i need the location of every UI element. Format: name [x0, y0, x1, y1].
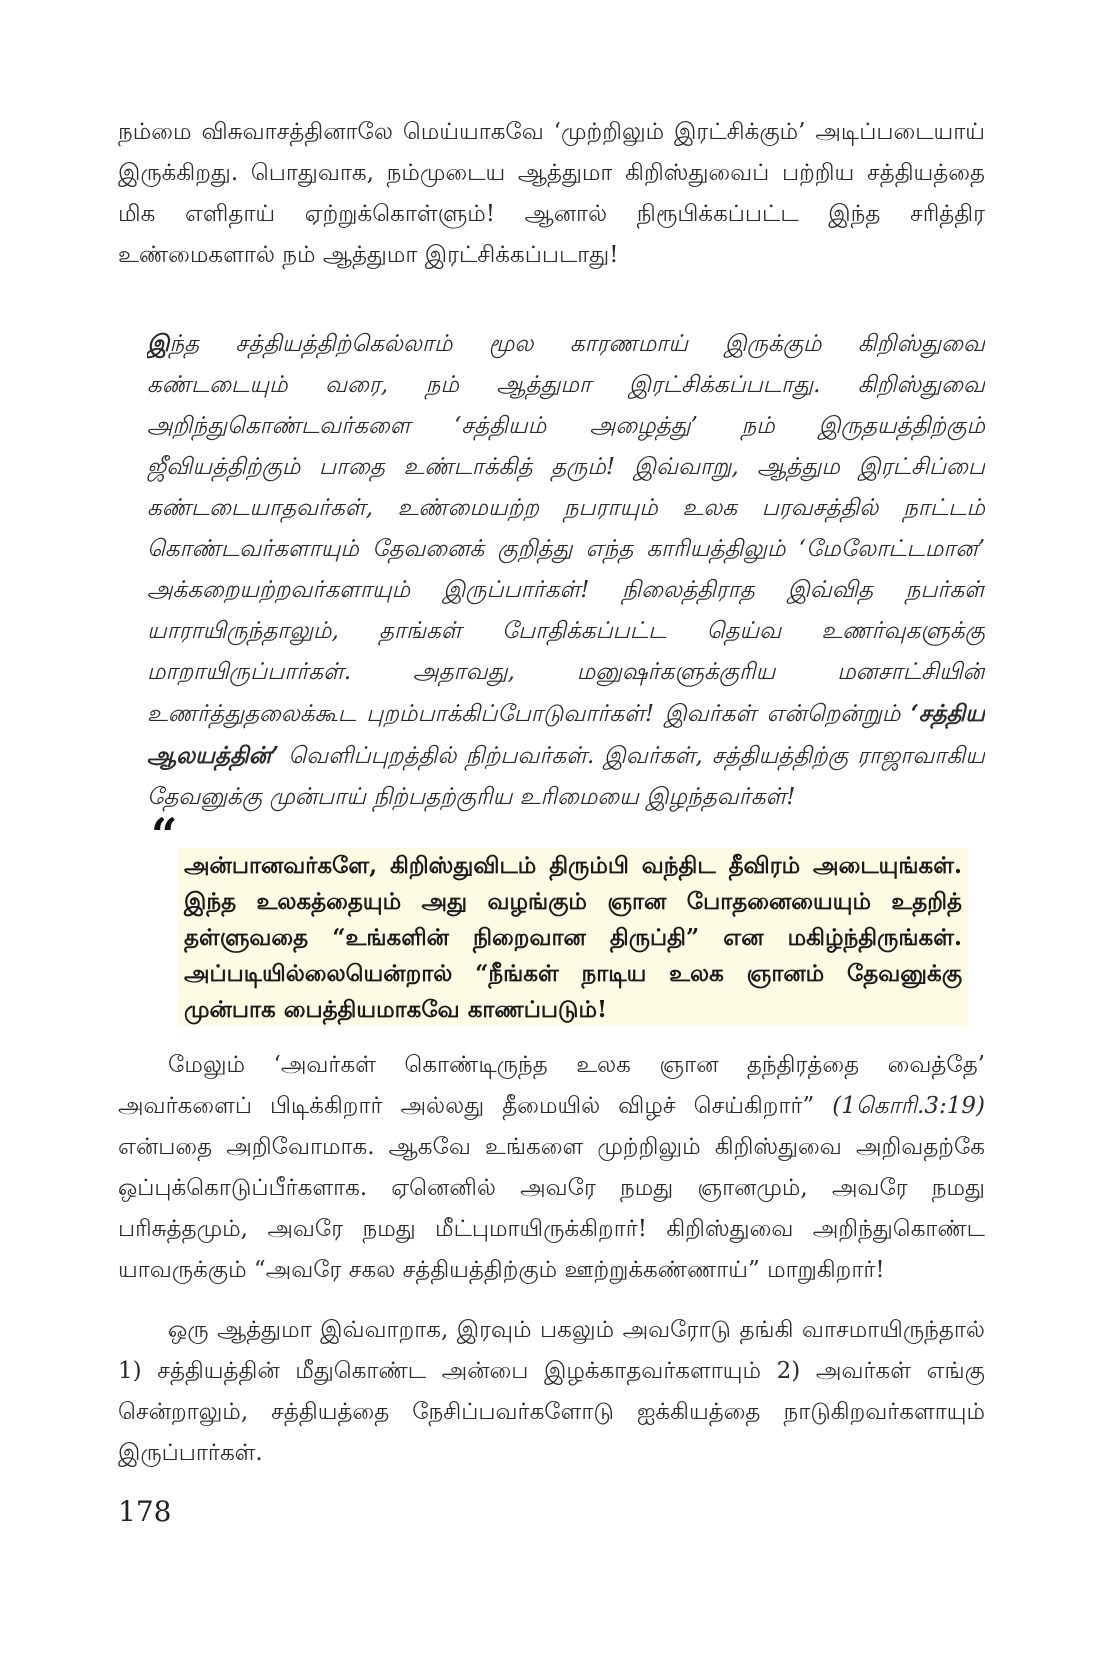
- list-number-2: 2): [776, 1358, 801, 1384]
- paragraph-4-text-a: ஒரு ஆத்துமா இவ்வாறாக, இரவும் பகலும் அவரோடு தங்கி வாசமாயிருந்தால்: [168, 1317, 985, 1343]
- page-number: 178: [118, 1495, 172, 1528]
- italic-paragraph-text-a: ந்த சத்தியத்திற்கெல்லாம் மூல காரணமாய் இருக்கும் கிறிஸ்துவை கண்டடையும் வரை, நம் ஆத்துமா இரட்சிக்கப்படாது. கிறிஸ்துவை அறிந்துகொண்டவர்களை ‘சத்தியம் அழைத்து’ நம் இருதயத்திற்கும் ஜீவியத்திற்கும் பாதை உண்டாக்கித் தரும்! இவ்வாறு, ஆத்தும இரட்சிப்பை கண்டடையாதவர்கள், உண்மையற்ற நபராயும் உலக பரவசத்தில் நாட்டம் கொண்டவர்களாயும் தேவனைக் குறித்து எந்த காரியத்திலும் ‘மேலோட்டமான’ அக்கறையற்றவர்களாயும் இருப்பார்கள்! நிலைத்திராத இவ்வித நபர்கள் யாராயிருந்தாலும், தாங்கள் போதிக்கப்பட்ட தெய்வ உணர்வுகளுக்கு மாறாயிருப்பார்கள். அதாவது, மனுஷர்களுக்குரிய மனசாட்சியின் உணர்த்துதலைக்கூட புறம்பாக்கிப்போடுவார்கள்! இவர்கள் என்றென்றும்: [147, 331, 985, 727]
- drop-letter: இ: [147, 330, 170, 357]
- quote-mark-icon: “: [151, 808, 178, 862]
- paragraph-4-text-b: சத்தியத்தின் மீதுகொண்ட அன்பை இழக்காதவர்களாயும்: [141, 1358, 777, 1384]
- italic-paragraph: [147, 323, 985, 853]
- scripture-reference: (1கொரி.3:19): [832, 1093, 985, 1119]
- temple-phrase: ‘சத்திய ஆலயத்தின்’: [147, 700, 985, 769]
- callout-text: அன்பானவர்களே, கிறிஸ்துவிடம் திரும்பி வந்திட தீவிரம் அடையுங்கள். இந்த உலகத்தையும் அது வழங்கும் ஞான போதனையையும் உதறித் தள்ளுவதை “உங்களின் நிறைவான திருப்தி” என மகிழ்ந்திருங்கள். அப்படியில்லையென்றால் “நீங்கள் நாடிய உலக ஞானம் தேவனுக்கு முன்பாக பைத்தியமாகவே காணப்படும்!: [184, 852, 962, 1023]
- highlighted-callout: [178, 848, 968, 1026]
- italic-paragraph-text-b: வெளிப்புறத்தில் நிற்பவர்கள். இவர்கள், சத்தியத்திற்கு ராஜாவாகிய தேவனுக்கு முன்பாய் நிற்பதற்குரிய உரிமையை இழந்தவர்கள்!: [147, 743, 985, 810]
- body-paragraph-3: [118, 1045, 985, 1295]
- paragraph-3-text-b: என்பதை அறிவோமாக. ஆகவே உங்களை முற்றிலும் கிறிஸ்துவை அறிவதற்கே ஒப்புக்கொடுப்பீர்களாக. ஏனெனில் அவரே நமது ஞானமும், அவரே நமது பரிசுத்தமும், அவரே நமது மீட்புமாயிருக்கிறார்! கிறிஸ்துவை அறிந்துகொண்ட யாவருக்கும் “அவரே சகல சத்தியத்திற்கும் ஊற்றுக்கண்ணாய்” மாறுகிறார்!: [118, 1134, 985, 1283]
- body-paragraph-4: [118, 1310, 985, 1480]
- list-number-1: 1): [118, 1358, 142, 1384]
- paragraph-4-text-c: அவர்கள் எங்கு சென்றாலும், சத்தியத்தை நேசிப்பவர்களோடு ஐக்கியத்தை நாடுகிறவர்களாயும் இருப்பார்கள்.: [118, 1358, 985, 1466]
- opening-paragraph: நம்மை விசுவாசத்தினாலே மெய்யாகவே ‘முற்றிலும் இரட்சிக்கும்’ அடிப்படையாய் இருக்கிறது. பொதுவாக, நம்முடைய ஆத்துமா கிறிஸ்துவைப் பற்றிய சத்தியத்தை மிக எளிதாய் ஏற்றுக்கொள்ளும்! ஆனால் நிரூபிக்கப்பட்ட இந்த சரித்திர உண்மைகளால் நம் ஆத்துமா இரட்சிக்கப்படாது!: [118, 119, 985, 268]
- paragraph-3-text-a: மேலும் ‘அவர்கள் கொண்டிருந்த உலக ஞான தந்திரத்தை வைத்தே’ அவர்களைப் பிடிக்கிறார் அல்லது தீமையில் விழச் செய்கிறார்”: [118, 1052, 985, 1119]
